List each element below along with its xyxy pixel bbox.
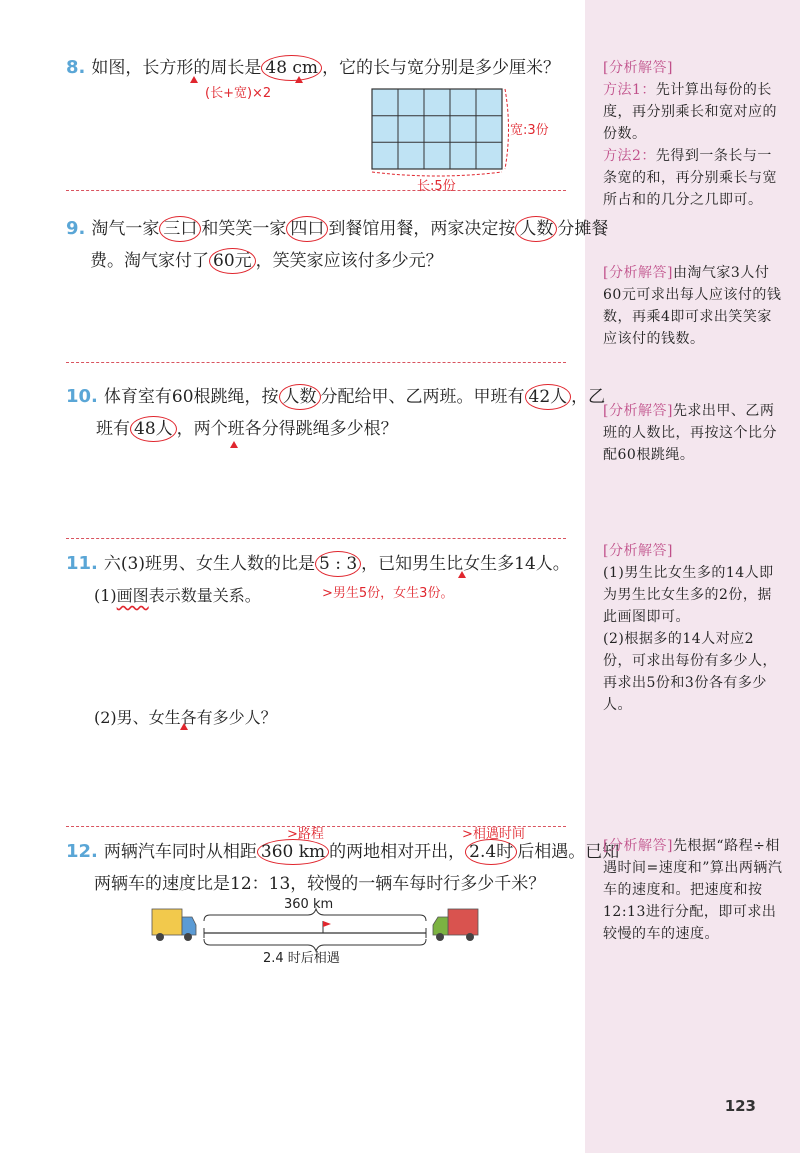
question-12: 12. 两辆汽车同时从相距 360 km 的两地相对开出， 2.4时 后相遇。已知 两辆车的速度比是12：13，较慢的一辆车每时行多少千米？ bbox=[66, 841, 620, 894]
question-11: 11. 六(3)班男、女生人数的比是 5 : 3 ，已知男生比女生多14人。 bbox=[66, 548, 570, 580]
page-number: 123 bbox=[724, 1097, 756, 1115]
circled-term: 360 km bbox=[257, 839, 329, 865]
left-truck-icon bbox=[152, 909, 196, 941]
analysis-q12: [分析解答]先根据“路程÷相遇时间=速度和”算出两辆汽车的速度和。把速度和按12:13进行分配，即可求出较慢的车的速度。 bbox=[603, 838, 783, 942]
annotation: >路程 bbox=[287, 827, 324, 842]
question-text: 如图，长方形的周长是 bbox=[91, 58, 262, 78]
circled-term: 48人 bbox=[130, 416, 177, 442]
circled-term: 42人 bbox=[525, 384, 572, 410]
analysis-q10: [分析解答]先求出甲、乙两班的人数比，再按这个比分配60根跳绳。 bbox=[603, 403, 777, 463]
circled-term: 人数 bbox=[279, 384, 321, 410]
rectangle-figure bbox=[360, 80, 580, 195]
emphasis-mark bbox=[295, 76, 303, 83]
circled-term: 人数 bbox=[515, 216, 557, 242]
length-label: 长:5份 bbox=[417, 179, 456, 194]
annotation: (长+宽)×2 bbox=[205, 86, 272, 101]
question-9: 9. 淘气一家 三口 和笑笑一家 四口 到餐馆用餐，两家决定按 人数 分摊餐 费。淘气家付了 60元 ，笑笑家应该付多少元？ bbox=[66, 213, 608, 277]
sub-question-1: (1)画图表示数量关系。 bbox=[94, 586, 261, 605]
sub-question-2: (2)男、女生各有多少人？ bbox=[94, 708, 277, 727]
question-number: 12. bbox=[66, 841, 98, 862]
section-divider bbox=[66, 190, 566, 191]
section-divider bbox=[66, 362, 566, 363]
annotation: >相遇时间 bbox=[462, 827, 525, 842]
analysis-q9: [分析解答]由淘气家3人付60元可求出每人应该付的钱数，再乘4即可求出笑笑家应该付的钱数。 bbox=[603, 265, 782, 347]
circled-term: 60元 bbox=[209, 248, 256, 274]
circled-term: 2.4时 bbox=[465, 839, 517, 865]
circled-term: 四口 bbox=[286, 216, 328, 242]
emphasis-mark bbox=[190, 76, 198, 83]
width-label: 宽:3份 bbox=[510, 123, 549, 138]
question-number: 9. bbox=[66, 218, 86, 239]
circled-term: 三口 bbox=[159, 216, 201, 242]
circled-term: 48 cm bbox=[261, 55, 322, 81]
analysis-q8: [分析解答] 方法1：先计算出每份的长度，再分别乘长和宽对应的份数。 方法2：先得到一条长与一条宽的和，再分别乘长与宽所占和的几分之几即可。 bbox=[603, 60, 777, 208]
distance-label: 360 km bbox=[284, 897, 334, 912]
question-number: 8. bbox=[66, 57, 86, 78]
circled-term: 5 : 3 bbox=[315, 551, 361, 577]
meeting-diagram bbox=[148, 895, 488, 965]
meeting-label: 2.4 时后相遇 bbox=[263, 951, 340, 965]
emphasis-mark bbox=[230, 441, 238, 448]
question-number: 11. bbox=[66, 553, 98, 574]
emphasis-mark bbox=[458, 571, 466, 578]
question-text: ，它的长与宽分别是多少厘米？ bbox=[322, 58, 561, 78]
emphasis-mark bbox=[180, 723, 188, 730]
right-truck-icon bbox=[433, 909, 478, 941]
annotation: >男生5份，女生3份。 bbox=[322, 586, 454, 601]
flag-icon bbox=[323, 921, 331, 933]
question-10: 10. 体育室有60根跳绳，按 人数 分配给甲、乙两班。甲班有 42人 ，乙 班有 48人 ，两个班各分得跳绳多少根？ bbox=[66, 381, 605, 445]
question-number: 10. bbox=[66, 386, 98, 407]
analysis-q11: [分析解答] (1)男生比女生多的14人即为男生比女生多的2份，据此画图即可。 (2)根据多的14人对应2份，可求出每份有多少人，再求出5份和3份各有多少人。 bbox=[603, 543, 777, 713]
section-divider bbox=[66, 538, 566, 539]
